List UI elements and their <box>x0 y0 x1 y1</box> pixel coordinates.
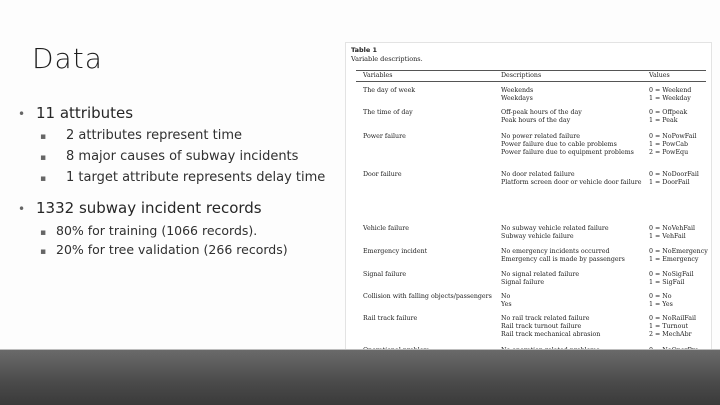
value-line: 1 = PowCab <box>649 141 689 148</box>
description-line: Weekdays <box>501 95 533 102</box>
description-line: Off-peak hours of the day <box>501 109 582 116</box>
cell-variable: Signal failure <box>363 271 407 278</box>
cell-descriptions <box>501 315 651 339</box>
square-bullet-icon: ▪ <box>40 153 47 163</box>
cell-variable: Power failure <box>363 133 406 140</box>
table-caption-text: Variable descriptions. <box>351 55 423 63</box>
bullet-text: 11 attributes <box>36 104 134 122</box>
square-bullet-icon: ▪ <box>40 132 47 142</box>
bullet-attributes <box>18 104 348 122</box>
sub-bullet-text: 20% for tree validation (266 records) <box>56 242 288 257</box>
bullet-text: 1332 subway incident records <box>36 199 262 217</box>
header-descriptions: Descriptions <box>501 72 542 79</box>
sub-bullet-text: 2 attributes represent time <box>66 128 242 143</box>
cell-variable: Vehicle failure <box>363 225 409 232</box>
cell-descriptions <box>501 109 651 125</box>
description-line: Yes <box>501 301 512 308</box>
sub-bullet <box>40 242 348 257</box>
value-line: 1 = Yes <box>649 301 673 308</box>
value-line: 1 = DoorFail <box>649 179 690 186</box>
cell-values <box>649 133 709 157</box>
description-line: No power related failure <box>501 133 580 140</box>
cell-variable: Door failure <box>363 171 402 178</box>
value-line: 0 = NoRailFail <box>649 315 696 322</box>
table-label: Table 1 <box>351 46 378 54</box>
cell-descriptions <box>501 87 651 103</box>
bullet-list <box>18 104 348 261</box>
description-line: Power failure due to equipment problems <box>501 149 634 156</box>
value-line: 0 = Weekend <box>649 87 692 94</box>
table-top-rule <box>356 70 706 71</box>
variable-table-image <box>345 42 712 386</box>
value-line: 1 = Weekday <box>649 95 691 102</box>
description-line: Peak hours of the day <box>501 117 571 124</box>
cell-values <box>649 271 709 287</box>
description-line: Rail track turnout failure <box>501 323 582 330</box>
cell-values <box>649 315 709 339</box>
sub-bullet <box>40 170 348 185</box>
square-bullet-icon: ▪ <box>40 174 47 184</box>
value-line: 1 = SigFail <box>649 279 685 286</box>
header-variables: Variables <box>363 72 393 79</box>
cell-descriptions <box>501 248 651 264</box>
value-line: 2 = MechAbr <box>649 331 692 338</box>
value-line: 0 = NoSigFail <box>649 271 694 278</box>
value-line: 1 = Peak <box>649 117 678 124</box>
description-line: No subway vehicle related failure <box>501 225 609 232</box>
cell-variable: The time of day <box>363 109 413 116</box>
value-line: 0 = NoVehFail <box>649 225 696 232</box>
description-line: Platform screen door or vehicle door failure <box>501 179 642 186</box>
cell-variable: The day of week <box>363 87 416 94</box>
value-line: 1 = VehFail <box>649 233 686 240</box>
sub-bullet <box>40 128 348 143</box>
cell-descriptions <box>501 271 651 287</box>
value-line: 2 = PowEqu <box>649 149 689 156</box>
table-caption <box>351 46 423 64</box>
cell-values <box>649 293 709 309</box>
value-line: 0 = Offpeak <box>649 109 688 116</box>
sub-bullet <box>40 223 348 238</box>
table-header-rule <box>356 81 706 82</box>
bullet-dot-icon: • <box>18 107 26 121</box>
sub-bullet-text: 80% for training (1066 records). <box>56 223 258 238</box>
header-values: Values <box>649 72 670 79</box>
cell-descriptions <box>501 293 651 309</box>
description-line: Weekends <box>501 87 534 94</box>
cell-values <box>649 171 709 187</box>
bullet-dot-icon: • <box>18 202 26 216</box>
value-line: 1 = Emergency <box>649 256 699 263</box>
description-line: No door related failure <box>501 171 575 178</box>
sub-bullet <box>40 149 348 164</box>
value-line: 0 = No <box>649 293 672 300</box>
cell-values <box>649 109 709 125</box>
description-line: No <box>501 293 511 300</box>
value-line: 0 = NoEmergency <box>649 248 708 255</box>
bullet-records <box>18 199 348 217</box>
description-line: No emergency incidents occurred <box>501 248 610 255</box>
cell-descriptions <box>501 171 651 187</box>
cell-variable: Rail track failure <box>363 315 418 322</box>
sub-bullet-text: 1 target attribute represents delay time <box>66 170 326 185</box>
square-bullet-icon: ▪ <box>40 228 47 238</box>
cell-variable: Collision with falling objects/passengers <box>363 293 492 300</box>
slide-title: Data <box>32 42 103 75</box>
value-line: 0 = NoDoorFail <box>649 171 699 178</box>
value-line: 0 = NoPowFail <box>649 133 697 140</box>
description-line: No signal related failure <box>501 271 580 278</box>
value-line: 1 = Turnout <box>649 323 688 330</box>
cell-variable: Emergency incident <box>363 248 428 255</box>
description-line: Power failure due to cable problems <box>501 141 617 148</box>
square-bullet-icon: ▪ <box>40 247 47 257</box>
sub-bullet-text: 8 major causes of subway incidents <box>66 149 299 164</box>
description-line: Subway vehicle failure <box>501 233 574 240</box>
cell-values <box>649 87 709 103</box>
description-line: Rail track mechanical abrasion <box>501 331 601 338</box>
cell-values <box>649 248 709 264</box>
description-line: Emergency call is made by passengers <box>501 256 625 263</box>
cell-descriptions <box>501 133 651 157</box>
description-line: No rail track related failure <box>501 315 590 322</box>
footer-band <box>0 350 720 405</box>
cell-values <box>649 225 709 241</box>
description-line: Signal failure <box>501 279 545 286</box>
cell-descriptions <box>501 225 651 241</box>
